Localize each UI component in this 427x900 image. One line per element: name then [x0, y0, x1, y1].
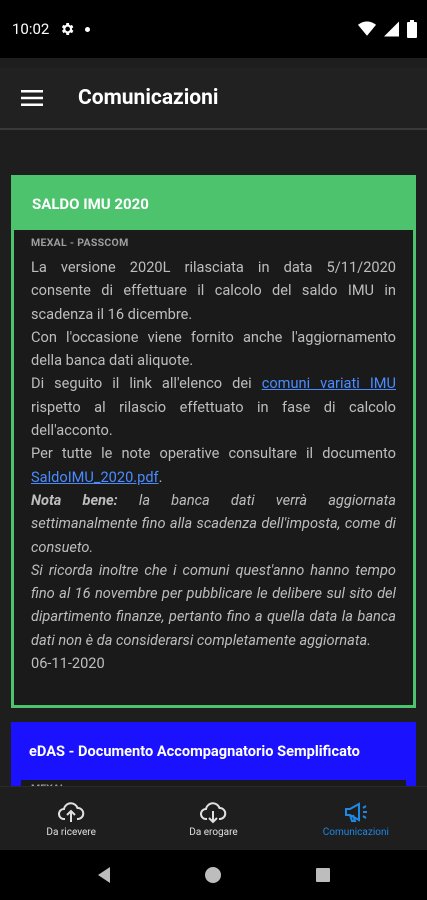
pdf-document-link[interactable]: SaldoIMU_2020.pdf: [31, 467, 159, 486]
back-icon[interactable]: [96, 866, 112, 884]
text-fragment: rispetto al rilascio effettuato in fase di calcolo dell'acconto.: [31, 397, 396, 440]
text-fragment: Per tutte le note operative consultare il documento: [31, 444, 396, 463]
settings-icon: [59, 21, 75, 37]
card-paragraph: Con l'occasione viene fornito anche l'aggiornamento della banca dati aliquote.: [31, 327, 396, 370]
bottom-navigation: [0, 786, 427, 851]
italic-note: Si ricorda inoltre che i comuni quest'anno hanno tempo fino al 16 novembre per pubblicare le delibere sul sito del dipartimento finanze, pertanto fino a quella data la banca dati non è da considerarsi completamente aggiornata.: [31, 560, 396, 649]
system-navigation-bar: [0, 850, 427, 900]
card-date: 06-11-2020: [31, 654, 105, 673]
home-icon[interactable]: [204, 866, 222, 884]
notification-dot-icon: [85, 27, 90, 32]
recents-icon[interactable]: [315, 867, 331, 883]
status-bar-left: [12, 20, 90, 38]
card-paragraph: [31, 372, 396, 442]
nav-label: Da ricevere: [46, 826, 96, 838]
status-time: 10:02: [12, 20, 50, 38]
card-paragraph: [31, 442, 396, 489]
page-title: Comunicazioni: [78, 86, 219, 110]
signal-icon: [384, 21, 399, 37]
comuni-variati-link[interactable]: comuni variati IMU: [261, 374, 397, 393]
cloud-download-icon: [200, 801, 226, 823]
app-bar: [0, 68, 427, 130]
card-title: eDAS - Documento Accompagnatorio Semplificato: [11, 722, 416, 780]
status-bar-right: [358, 20, 417, 38]
battery-icon: [407, 20, 417, 38]
communications-list[interactable]: [0, 132, 427, 786]
nav-da-erogare[interactable]: [142, 787, 284, 851]
menu-button[interactable]: [0, 67, 64, 129]
nav-da-ricevere[interactable]: [0, 787, 142, 851]
card-paragraph: [31, 559, 396, 652]
hamburger-menu-icon: [21, 90, 43, 106]
cloud-upload-icon: [58, 801, 84, 823]
megaphone-icon: [343, 801, 369, 823]
nav-label: Da erogare: [189, 826, 238, 838]
card-paragraph: [31, 489, 396, 559]
text-fragment: .: [158, 467, 163, 486]
nota-bene-label: Nota bene:: [31, 490, 118, 509]
communication-card[interactable]: [11, 175, 416, 708]
nota-bene-text: la banca dati verrà aggiornata settimanalmente fino alla scadenza dell'imposta, come di consueto.: [31, 490, 396, 556]
nav-label: Comunicazioni: [322, 826, 389, 838]
status-bar: [0, 0, 427, 58]
card-paragraph: La versione 2020L rilasciata in data 5/11/2020 consente di effettuare il calcolo del saldo IMU in scadenza il 16 dicembre.: [31, 258, 396, 323]
card-body: [14, 230, 413, 675]
nav-comunicazioni[interactable]: [285, 787, 427, 851]
wifi-icon: [358, 21, 376, 37]
text-fragment: Di seguito il link all'elenco dei: [31, 374, 262, 393]
card-source: MEXAL - PASSCOM: [31, 236, 129, 249]
card-title: SALDO IMU 2020: [14, 178, 413, 230]
